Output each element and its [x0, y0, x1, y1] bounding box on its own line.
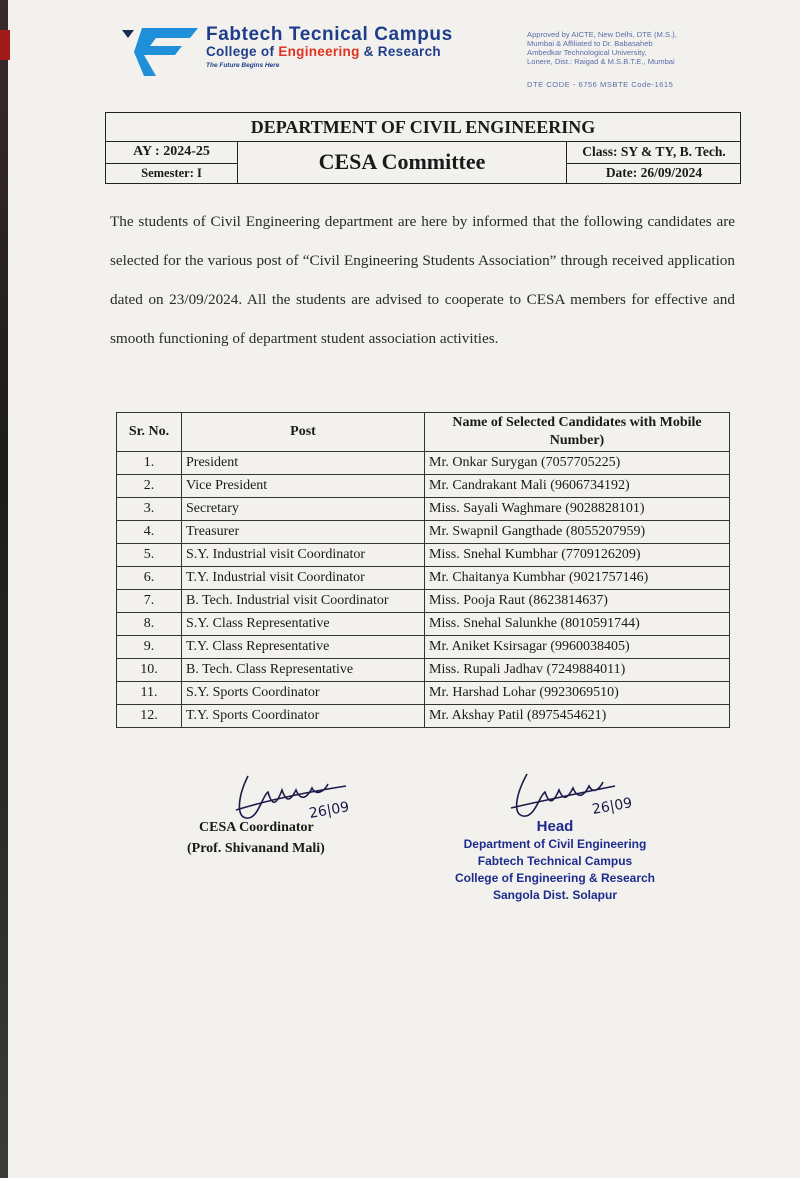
cell-srno: 9.: [117, 636, 182, 659]
header-table: [105, 112, 741, 184]
cell-name: Mr. Onkar Surygan (7057705225): [425, 452, 730, 475]
candidates-table: [116, 412, 730, 728]
table-row: [117, 590, 730, 613]
institution-codes: DTE CODE - 6756 MSBTE Code-1615: [527, 80, 674, 89]
approval-text: Approved by AICTE, New Delhi, DTE (M.S.), Mumbai & Affiliated to Dr. Babasaheb Ambedkar Technological University, Lonere, Dist.: Raigad & M.S.B.T.E., Mumbai: [527, 30, 677, 66]
cell-srno: 10.: [117, 659, 182, 682]
svg-text:26|09: 26|09: [307, 799, 351, 822]
cell-post: S.Y. Industrial visit Coordinator: [182, 544, 425, 567]
header-name: Name of Selected Candidates with Mobile Number): [425, 413, 730, 452]
table-header-row: [117, 413, 730, 452]
header-srno: Sr. No.: [117, 413, 182, 452]
cell-srno: 5.: [117, 544, 182, 567]
table-row: [117, 567, 730, 590]
committee-title: CESA Committee: [318, 149, 486, 174]
cell-post: S.Y. Sports Coordinator: [182, 682, 425, 705]
cell-post: S.Y. Class Representative: [182, 613, 425, 636]
stamp-line: College of Engineering & Research: [454, 871, 656, 885]
cell-name: Miss. Sayali Waghmare (9028828101): [425, 498, 730, 521]
stamp-line: Fabtech Technical Campus: [477, 854, 633, 868]
cell-srno: 12.: [117, 705, 182, 728]
college-tagline: The Future Begins Here: [206, 62, 280, 69]
coordinator-name: (Prof. Shivanand Mali): [187, 841, 325, 856]
table-row: [117, 659, 730, 682]
scan-edge: [0, 0, 8, 1178]
table-row: [117, 475, 730, 498]
notice-date: Date: 26/09/2024: [566, 163, 741, 183]
table-row: [117, 452, 730, 475]
scan-edge-mark: [0, 30, 10, 60]
stamp-line: Sangola Dist. Solapur: [492, 888, 618, 902]
cell-name: Mr. Harshad Lohar (9923069510): [425, 682, 730, 705]
cell-srno: 1.: [117, 452, 182, 475]
cell-post: T.Y. Sports Coordinator: [182, 705, 425, 728]
cell-post: President: [182, 452, 425, 475]
header-post: Post: [182, 413, 425, 452]
cell-name: Miss. Snehal Kumbhar (7709126209): [425, 544, 730, 567]
table-row: [117, 521, 730, 544]
cell-srno: 4.: [117, 521, 182, 544]
cell-post: T.Y. Industrial visit Coordinator: [182, 567, 425, 590]
cell-name: Miss. Rupali Jadhav (7249884011): [425, 659, 730, 682]
cell-name: Mr. Akshay Patil (8975454621): [425, 705, 730, 728]
table-row: [117, 498, 730, 521]
college-logo-icon: [120, 22, 200, 82]
college-subtitle: College of Engineering & Research: [206, 44, 441, 59]
table-row: [117, 636, 730, 659]
coordinator-signature: [228, 766, 358, 826]
department-title: DEPARTMENT OF CIVIL ENGINEERING: [106, 113, 740, 142]
cell-srno: 11.: [117, 682, 182, 705]
cell-srno: 6.: [117, 567, 182, 590]
cell-name: Miss. Pooja Raut (8623814637): [425, 590, 730, 613]
cell-srno: 2.: [117, 475, 182, 498]
table-row: [117, 682, 730, 705]
cell-post: Secretary: [182, 498, 425, 521]
academic-year: AY : 2024-25: [106, 141, 238, 164]
cell-name: Mr. Swapnil Gangthade (8055207959): [425, 521, 730, 544]
notice-paragraph: The students of Civil Engineering department are here by informed that the following candidates are selected for the various post of “Civil Engineering Students Association” through received application dated on 23/09/2024. All the students are advised to cooperate to CESA members for effective and smooth functioning of department student association activities.: [110, 213, 735, 347]
cell-post: Vice President: [182, 475, 425, 498]
cell-post: B. Tech. Class Representative: [182, 659, 425, 682]
cell-post: Treasurer: [182, 521, 425, 544]
cell-srno: 7.: [117, 590, 182, 613]
table-row: [117, 613, 730, 636]
cell-name: Mr. Candrakant Mali (9606734192): [425, 475, 730, 498]
cell-name: Mr. Chaitanya Kumbhar (9021757146): [425, 567, 730, 590]
table-row: [117, 705, 730, 728]
semester: Semester: I: [106, 163, 238, 183]
table-row: [117, 544, 730, 567]
coordinator-title: CESA Coordinator: [199, 820, 314, 835]
cell-post: B. Tech. Industrial visit Coordinator: [182, 590, 425, 613]
cell-srno: 8.: [117, 613, 182, 636]
class-info: Class: SY & TY, B. Tech.: [566, 141, 741, 164]
stamp-line: Department of Civil Engineering: [463, 837, 647, 851]
cell-post: T.Y. Class Representative: [182, 636, 425, 659]
cell-name: Mr. Aniket Ksirsagar (9960038405): [425, 636, 730, 659]
stamp-head: Head: [536, 818, 574, 835]
college-name: Fabtech Tecnical Campus: [206, 24, 453, 45]
department-stamp: [430, 818, 680, 904]
cell-name: Miss. Snehal Salunkhe (8010591744): [425, 613, 730, 636]
cell-srno: 3.: [117, 498, 182, 521]
svg-text:26|09: 26|09: [590, 795, 634, 818]
